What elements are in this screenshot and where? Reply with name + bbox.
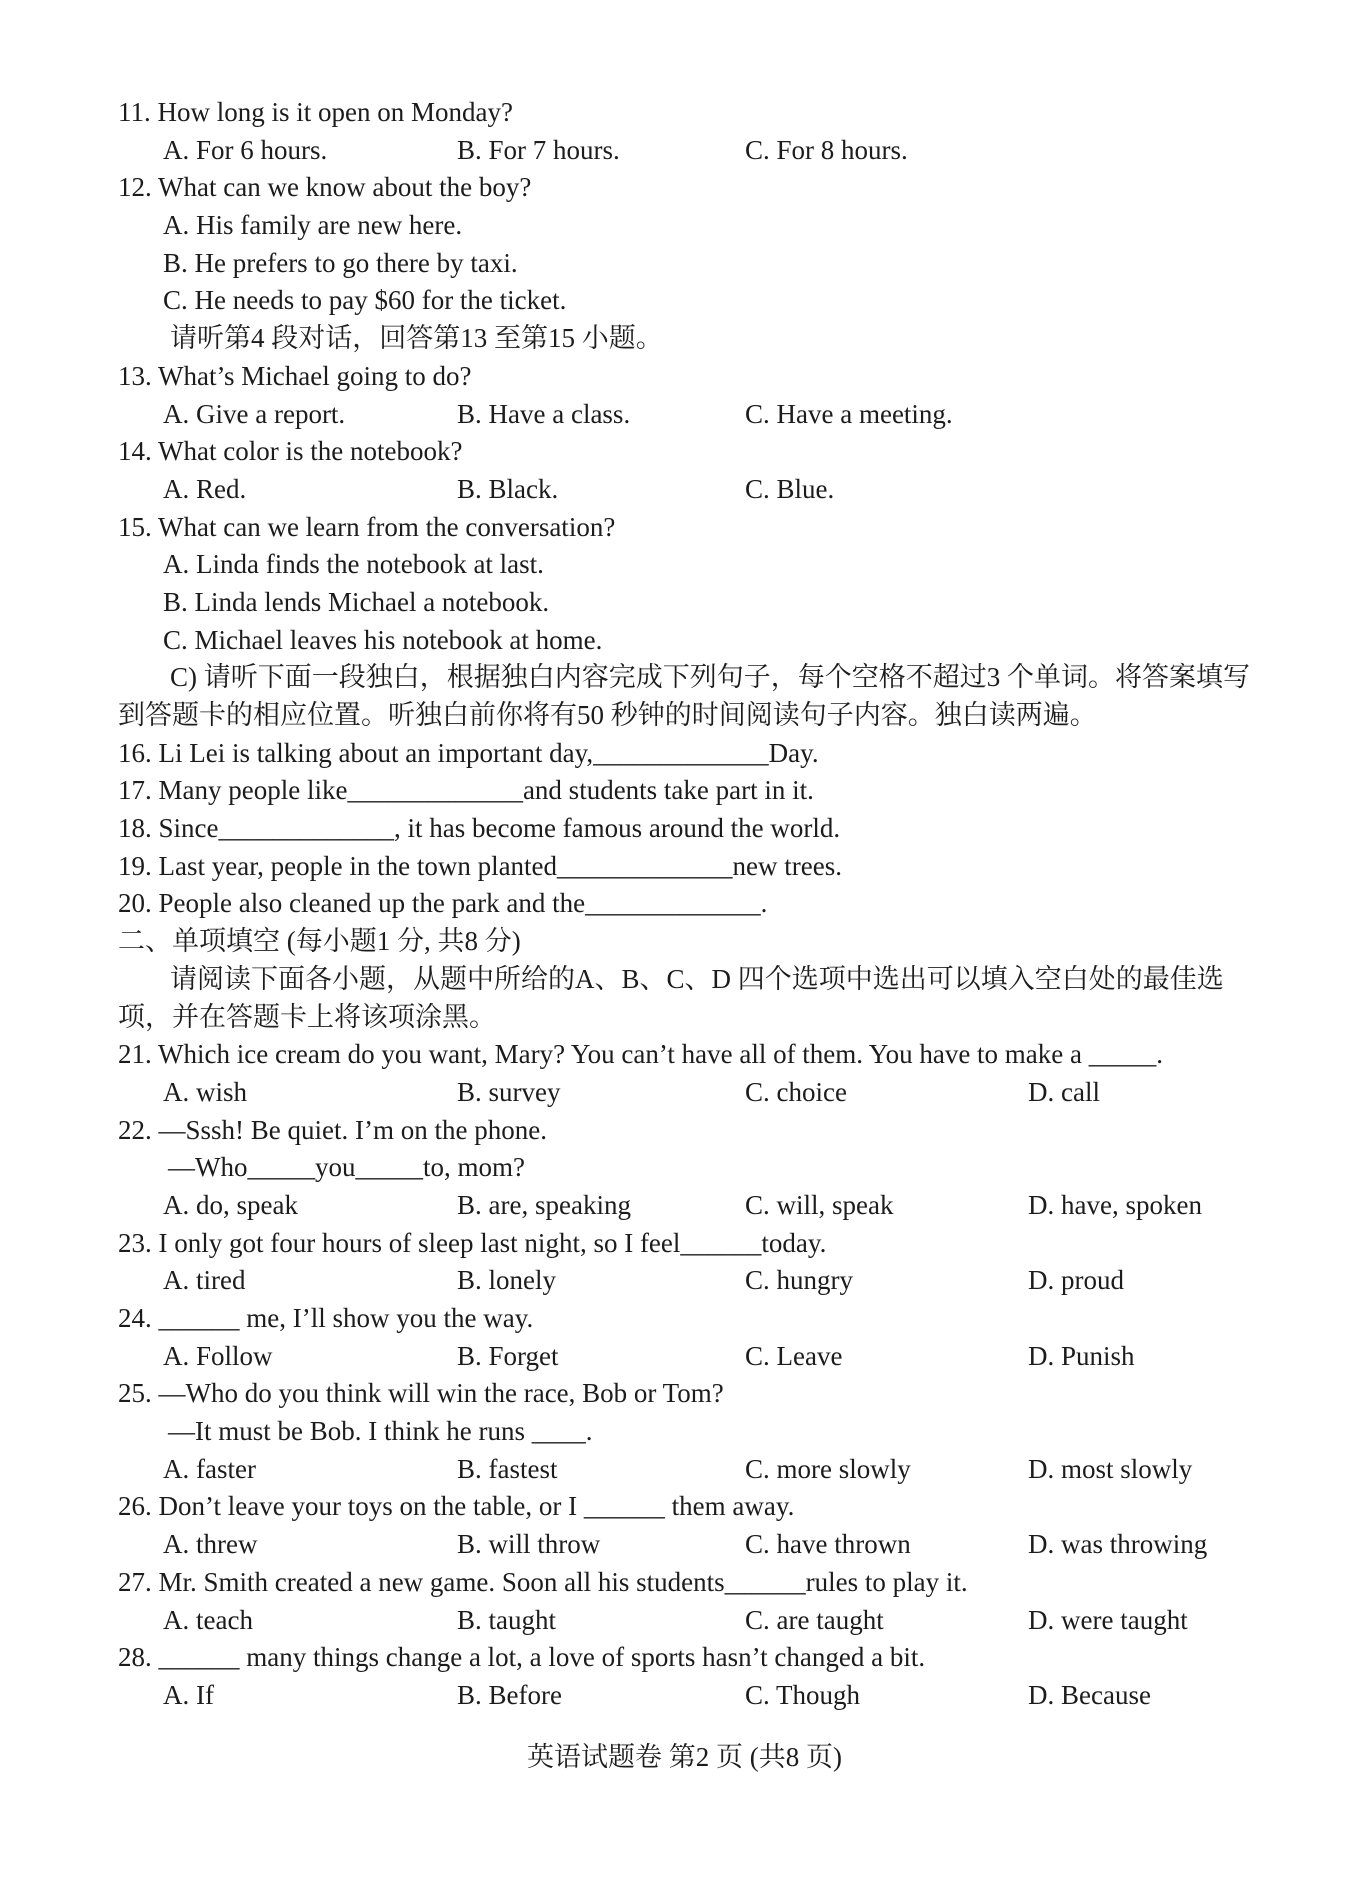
section2-header: 二、单项填空 (每小题1 分, 共8 分) [118,926,521,957]
q27-option-c: C. are taught [745,1604,884,1635]
q20-fill-in: 20. People also cleaned up the park and the_____________. [118,888,768,919]
q23-option-c: C. hungry [745,1265,853,1296]
q27-options-row [118,1602,1268,1640]
q23-option-d: D. proud [1028,1265,1124,1296]
q21-option-b: B. survey [457,1076,561,1107]
q21-option-c: C. choice [745,1076,847,1107]
q14-option-a: A. Red. [163,473,247,504]
q25-option-b: B. fastest [457,1453,558,1484]
q14-option-b: B. Black. [457,473,559,504]
q21-option-d: D. call [1028,1076,1100,1107]
q22-options-row [118,1187,1268,1225]
q11-option-c: C. For 8 hours. [745,134,908,165]
q12-option-c: C. He needs to pay $60 for the ticket. [163,285,567,316]
q24-option-b: B. Forget [457,1340,559,1371]
q11-stem: 11. How long is it open on Monday? [118,97,513,127]
page-number-footer: 英语试题卷 第2 页 (共8 页) [527,1742,842,1772]
q27-stem: 27. Mr. Smith created a new game. Soon all his students______rules to play it. [118,1566,968,1597]
q22-stem-line1: 22. —Sssh! Be quiet. I’m on the phone. [118,1114,547,1145]
q23-option-a: A. tired [163,1265,246,1296]
listening-dialog4-note: 请听第4 段对话，回答第13 至第15 小题。 [170,323,663,354]
q28-option-c: C. Though [745,1679,861,1710]
q26-option-d: D. was throwing [1028,1529,1208,1560]
q21-stem: 21. Which ice cream do you want, Mary? You can’t have all of them. You have to make a _____. [118,1039,1164,1070]
q13-option-a: A. Give a report. [163,398,346,429]
q13-option-b: B. Have a class. [457,398,631,429]
q14-option-c: C. Blue. [745,473,835,504]
q25-option-a: A. faster [163,1453,256,1484]
q12-stem: 12. What can we know about the boy? [118,172,532,203]
q21-options-row [118,1074,1268,1112]
q24-options-row [118,1338,1268,1376]
q27-option-b: B. taught [457,1604,556,1635]
q28-option-a: A. If [163,1679,214,1710]
q13-options-row [118,396,1268,434]
q27-option-d: D. were taught [1028,1604,1188,1635]
q26-option-b: B. will throw [457,1529,601,1560]
q15-option-a: A. Linda finds the notebook at last. [163,549,544,580]
q26-options-row [118,1526,1268,1564]
q22-option-d: D. have, spoken [1028,1189,1202,1220]
q24-option-d: D. Punish [1028,1340,1135,1371]
q11-option-a: A. For 6 hours. [163,134,328,165]
q11-option-b: B. For 7 hours. [457,134,620,165]
q25-stem-line2: —It must be Bob. I think he runs ____. [168,1416,593,1447]
q28-option-d: D. Because [1028,1679,1151,1710]
q13-option-c: C. Have a meeting. [745,398,953,429]
q14-options-row [118,471,1268,509]
q28-options-row [118,1677,1268,1715]
q25-options-row [118,1451,1268,1489]
q22-option-a: A. do, speak [163,1189,298,1220]
q27-option-a: A. teach [163,1604,253,1635]
q24-option-c: C. Leave [745,1340,843,1371]
q24-stem: 24. ______ me, I’ll show you the way. [118,1303,534,1333]
q25-option-c: C. more slowly [745,1453,911,1484]
q19-fill-in: 19. Last year, people in the town planted_____________new trees. [118,850,842,881]
q17-fill-in: 17. Many people like_____________and students take part in it. [118,775,814,806]
q12-option-a: A. His family are new here. [163,210,463,241]
exam-content [118,94,1268,1715]
q26-stem: 26. Don’t leave your toys on the table, or I ______ them away. [118,1491,795,1522]
q25-option-d: D. most slowly [1028,1453,1193,1484]
q16-fill-in: 16. Li Lei is talking about an important day,_____________Day. [118,737,819,768]
q22-option-b: B. are, speaking [457,1189,631,1220]
sectionC-instruction-line1: C) 请听下面一段独白，根据独白内容完成下列句子，每个空格不超过3 个单词。将答案填写 [170,662,1250,693]
q22-option-c: C. will, speak [745,1189,894,1220]
q26-option-a: A. threw [163,1529,258,1560]
q25-stem-line1: 25. —Who do you think will win the race, Bob or Tom? [118,1378,724,1409]
q14-stem: 14. What color is the notebook? [118,436,463,467]
section2-instruction-line1: 请阅读下面各小题，从题中所给的A、B、C、D 四个选项中选出可以填入空白处的最佳选 [170,963,1224,994]
q26-option-c: C. have thrown [745,1529,911,1560]
q18-fill-in: 18. Since_____________, it has become famous around the world. [118,813,841,844]
q15-option-c: C. Michael leaves his notebook at home. [163,624,603,655]
q12-option-b: B. He prefers to go there by taxi. [163,247,518,278]
q23-option-b: B. lonely [457,1265,556,1296]
q28-option-b: B. Before [457,1679,562,1710]
q13-stem: 13. What’s Michael going to do? [118,360,472,391]
section2-instruction-line2: 项，并在答题卡上将该项涂黑。 [118,1001,496,1032]
q15-option-b: B. Linda lends Michael a notebook. [163,586,550,617]
q15-stem: 15. What can we learn from the conversation? [118,511,616,542]
q11-options-row [118,132,1268,170]
q21-option-a: A. wish [163,1076,248,1107]
q28-stem: 28. ______ many things change a lot, a love of sports hasn’t changed a bit. [118,1642,926,1673]
q23-options-row [118,1262,1268,1300]
q23-stem: 23. I only got four hours of sleep last night, so I feel______today. [118,1227,827,1258]
q24-option-a: A. Follow [163,1340,273,1371]
sectionC-instruction-line2: 到答题卡的相应位置。听独白前你将有50 秒钟的时间阅读句子内容。独白读两遍。 [118,700,1097,730]
q22-stem-line2: —Who_____you_____to, mom? [168,1152,525,1183]
